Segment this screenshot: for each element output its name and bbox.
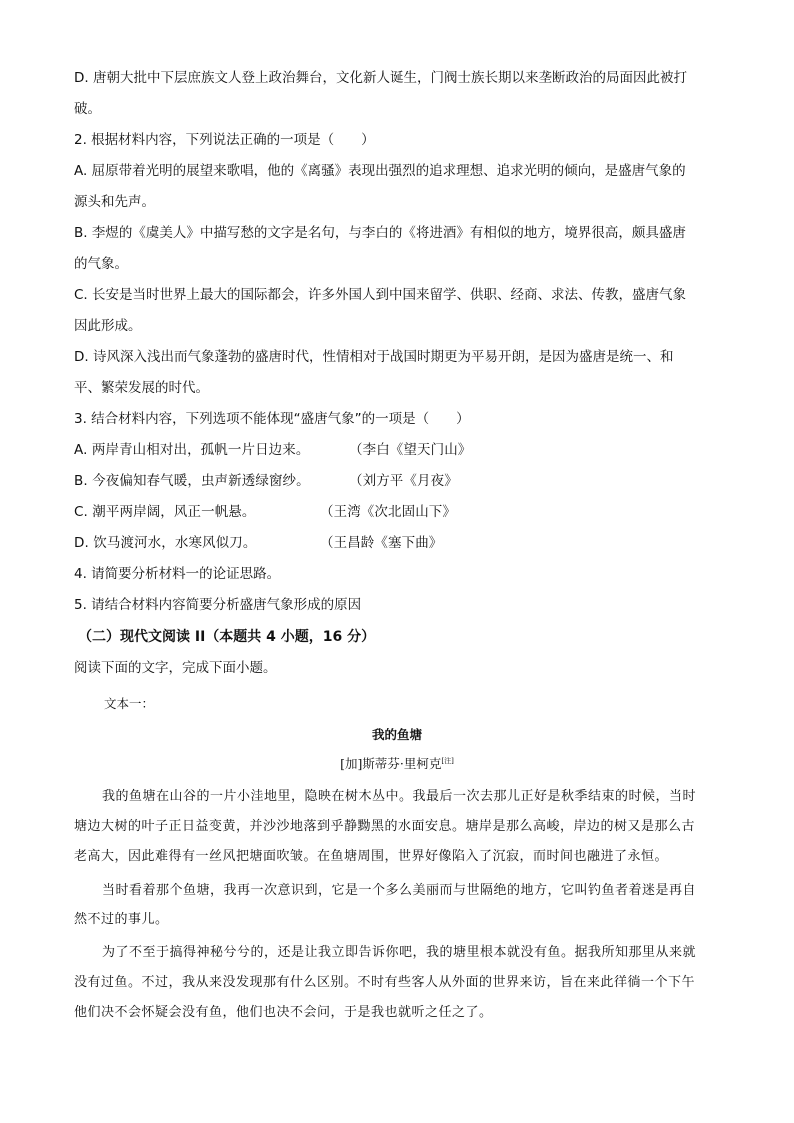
q3-option-a bbox=[74, 440, 472, 460]
q2-option-a-line1: A. 屈原带着光明的展望来歌唱，他的《离骚》表现出强烈的追求理想、追求光明的倾向，是盛唐气象的 bbox=[74, 163, 686, 179]
q3-option-d-source: （王昌龄《塞下曲》 bbox=[320, 535, 443, 551]
q3-option-a-text: A. 两岸青山相对出，孤帆一片日边来。 bbox=[74, 442, 310, 458]
q3-option-d-text: D. 饮马渡河水，水寒风似刀。 bbox=[74, 535, 257, 551]
paragraph-1-line1: 我的鱼塘在山谷的一片小洼地里，隐映在树木丛中。我最后一次去那儿正好是秋季结束的时候，当时 bbox=[102, 789, 697, 804]
q3-stem: 3. 结合材料内容，下列选项不能体现“盛唐气象”的一项是（ ） bbox=[74, 411, 470, 427]
q3-option-c-source: （王湾《次北固山下》 bbox=[320, 504, 456, 520]
q3-option-d bbox=[74, 533, 443, 553]
q2-option-b-line2: 的气象。 bbox=[74, 256, 128, 272]
paragraph-3-line1: 为了不至于搞得神秘兮兮的，还是让我立即告诉你吧，我的塘里根本就没有鱼。据我所知那里从来就 bbox=[102, 945, 697, 960]
q3-option-b-source: （刘方平《月夜》 bbox=[349, 473, 458, 489]
article-title: 我的鱼塘 bbox=[371, 727, 422, 742]
q5-stem: 5. 请结合材料内容简要分析盛唐气象形成的原因 bbox=[74, 597, 362, 613]
q3-option-c bbox=[74, 502, 456, 522]
paragraph-1-line3: 老高大，因此难得有一丝风把塘面吹皱。在鱼塘周围，世界好像陷入了沉寂，而时间也融进了永恒。 bbox=[74, 849, 669, 864]
q3-option-c-text: C. 潮平两岸阔，风正一帆悬。 bbox=[74, 504, 256, 520]
section-heading: （二）现代文阅读 II（本题共 4 小题，16 分） bbox=[78, 629, 376, 645]
paragraph-3-line2: 没有过鱼。不过，我从来没发现那有什么区别。不时有些客人从外面的世界来访，旨在来此徉徜一个下午 bbox=[74, 975, 696, 990]
author-name: [加]斯蒂芬·里柯克 bbox=[340, 756, 442, 771]
q3-option-b-text: B. 今夜偏知春气暖，虫声新透绿窗纱。 bbox=[74, 473, 310, 489]
q2-option-d-line1: D. 诗风深入浅出而气象蓬勃的盛唐时代，性情相对于战国时期更为平易开朗，是因为盛唐是统一、和 bbox=[74, 349, 674, 365]
q1-option-d-line2: 破。 bbox=[74, 101, 101, 117]
paragraph-1-line2: 塘边大树的叶子正日益变黄，并沙沙地落到乎静黝黑的水面安息。塘岸是那么高峻，岸边的树又是那么古 bbox=[74, 819, 696, 834]
paragraph-3-line3: 他们决不会怀疑会没有鱼，他们也决不会问，于是我也就听之任之了。 bbox=[74, 1005, 493, 1020]
author-note-marker: [注] bbox=[441, 756, 454, 765]
q2-option-c-line1: C. 长安是当时世界上最大的国际都会，许多外国人到中国来留学、供职、经商、求法、传教，盛唐气象 bbox=[74, 287, 687, 303]
q3-option-b bbox=[74, 471, 458, 491]
q3-option-a-source: （李白《望天门山》 bbox=[349, 442, 472, 458]
text-one-label: 文本一： bbox=[104, 696, 155, 711]
q2-option-a-line2: 源头和先声。 bbox=[74, 194, 155, 210]
q2-stem: 2. 根据材料内容，下列说法正确的一项是（ ） bbox=[74, 132, 375, 148]
paragraph-2-line2: 然不过的事儿。 bbox=[74, 912, 169, 927]
paragraph-2-line1: 当时看着那个鱼塘，我再一次意识到，它是一个多么美丽而与世隔绝的地方，它叫钓鱼者着迷是再自 bbox=[102, 883, 697, 898]
section-instruction: 阅读下面的文字，完成下面小题。 bbox=[74, 660, 277, 676]
q2-option-b-line1: B. 李煜的《虞美人》中描写愁的文字是名句，与李白的《将进酒》有相似的地方，境界很高，颇具盛唐 bbox=[74, 225, 686, 241]
q4-stem: 4. 请简要分析材料一的论证思路。 bbox=[74, 566, 281, 582]
article-author bbox=[0, 754, 794, 772]
q2-option-c-line2: 因此形成。 bbox=[74, 318, 142, 334]
q2-option-d-line2: 平、繁荣发展的时代。 bbox=[74, 380, 209, 396]
q1-option-d-line1: D. 唐朝大批中下层庶族文人登上政治舞台，文化新人诞生，门阀士族长期以来垄断政治的局面因此被打 bbox=[74, 70, 687, 86]
